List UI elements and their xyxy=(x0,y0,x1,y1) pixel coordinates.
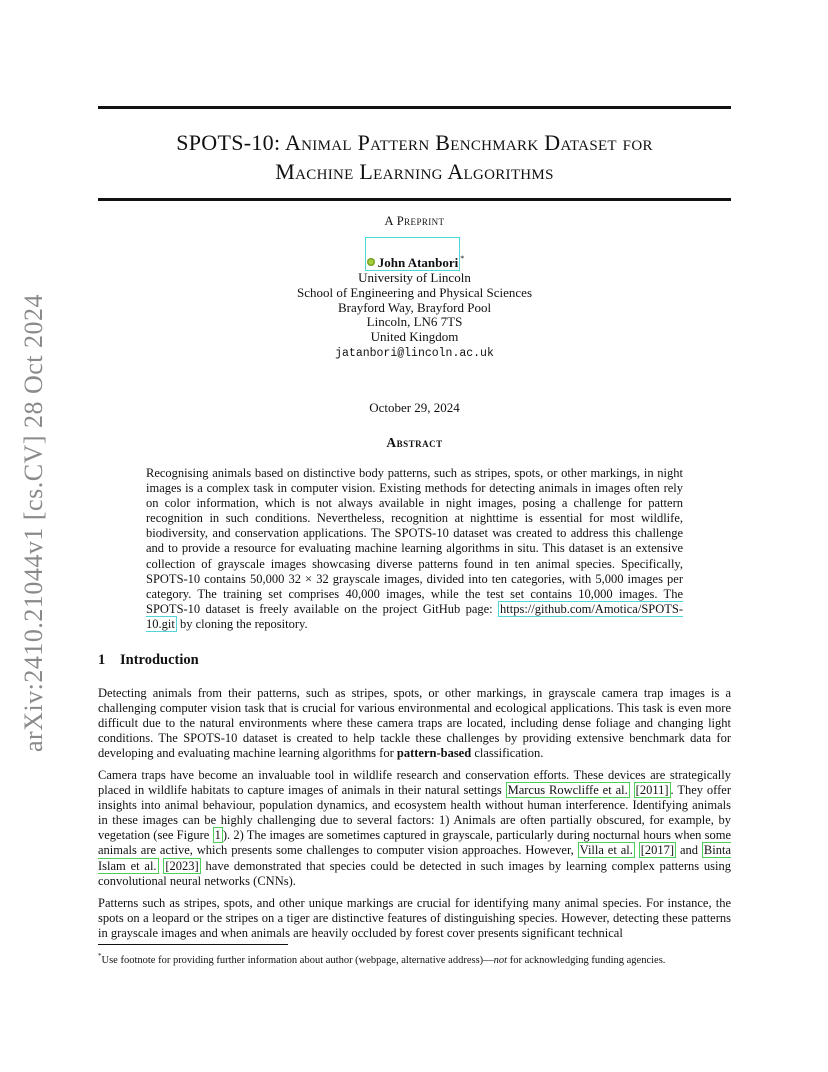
p2-text-a: Camera traps have become an invaluable tool in wildlife research and conservation efforts. These devices are strategically placed in wildlife habitats to capture images of animals in their natural settings xyxy=(98,768,731,798)
orcid-icon[interactable] xyxy=(367,258,375,266)
github-link[interactable]: https://github.com/Amotica/SPOTS-10.git xyxy=(146,601,684,631)
affiliation-line-2: School of Engineering and Physical Sciences xyxy=(296,284,533,300)
affiliation-line-1: University of Lincoln xyxy=(358,270,471,285)
section-title: Introduction xyxy=(120,652,199,668)
preprint-label: A Preprint xyxy=(384,214,445,228)
citation-rowcliffe-author[interactable]: Marcus Rowcliffe et al. xyxy=(507,783,628,798)
arxiv-id-text: arXiv:2410.21044v1 [cs.CV] 28 Oct 2024 xyxy=(19,293,48,753)
p2-text-d: and xyxy=(679,843,699,858)
section-number: 1 xyxy=(98,652,106,668)
p1-bold-term: pattern-based xyxy=(396,746,472,761)
citation-binta-islam-author[interactable]: Binta Islam et al. xyxy=(98,843,732,873)
abstract-text xyxy=(146,466,683,632)
abstract-body: Recognising animals based on distinctive body patterns, such as stripes, spots, or other markings, in night images is a complex task in computer vision. Existing methods for detecting animals in images often rely on color information, which is not always available in night images, posing a challenge for pattern recognition in such conditions. Nevertheless, recognition at nighttime is essential for most wildlife, biodiversity, and conservation applications. The SPOTS-10 dataset was created to address this challenge and to provide a resource for evaluating machine learning algorithms in situ. This dataset is an extensive collection of grayscale images showcasing diverse patterns found in ten animal species. Specifically, SPOTS-10 contains 50,000 32 × 32 grayscale images, divided into ten categories, with 5,000 images per category. The training set comprises 40,000 images, while the test set contains 10,000 images. The SPOTS-10 dataset is freely available on the project GitHub page: xyxy=(146,466,683,616)
abstract-heading: Abstract xyxy=(386,435,443,450)
author-name[interactable]: John Atanbori xyxy=(377,255,459,270)
p2-text-c: ). 2) The images are sometimes captured in grayscale, particularly during nocturnal hours when some animals are active, which presents some challenges to computer vision approaches. However, xyxy=(98,828,731,858)
p2-text-e: have demonstrated that species could be detected in such images by learning complex patterns using convolutional neural networks (CNNs). xyxy=(98,858,731,888)
section-heading-introduction xyxy=(98,652,199,669)
intro-paragraph-2 xyxy=(98,768,731,889)
intro-paragraph-3: Patterns such as stripes, spots, and other unique markings are crucial for identifying many animal species. For instance, the spots on a leopard or the stripes on a tiger are distinctive features of distinguishing species. However, detecting these patterns in grayscale images and when animals are heavily occluded by forest cover presents significant technical xyxy=(98,896,731,941)
author-block xyxy=(98,237,731,362)
affiliation-line-4: Lincoln, LN6 7TS xyxy=(366,314,463,330)
citation-binta-islam-year[interactable]: [2023] xyxy=(165,858,199,873)
affiliation-line-5: United Kingdom xyxy=(370,329,459,345)
footnote-divider xyxy=(98,944,288,945)
footnote-text-a: Use footnote for providing further information about author (webpage, alternative address)— xyxy=(101,955,494,966)
title-line-1: SPOTS-10: Animal Pattern Benchmark Dataset for xyxy=(176,130,653,155)
author-link-box[interactable] xyxy=(365,237,461,271)
footnote xyxy=(98,950,731,968)
author-email: jatanbori@lincoln.ac.uk xyxy=(335,346,494,360)
figure-1-reference[interactable]: 1 xyxy=(214,828,221,843)
intro-paragraph-1 xyxy=(98,686,731,761)
p1-text: Detecting animals from their patterns, such as stripes, spots, or other markings, in grayscale camera trap images is a challenging computer vision task that is crucial for various environmental and ecological applications. This task is even more difficult due to the natural environments where these camera traps are located, including dense foliage and changing light conditions. The SPOTS-10 dataset is created to help tackle these challenges by providing extensive benchmark data for developing and evaluating machine learning algorithms for xyxy=(98,686,731,761)
author-footnote-mark[interactable]: * xyxy=(460,254,465,263)
title-rule-top xyxy=(98,106,731,109)
citation-villa-year[interactable]: [2017] xyxy=(640,843,675,858)
footnote-mark: * xyxy=(98,952,102,960)
footnote-emphasis: not xyxy=(493,955,508,966)
citation-villa-author[interactable]: Villa et al. xyxy=(579,843,633,858)
title-line-2: Machine Learning Algorithms xyxy=(275,159,554,184)
title-rule-bottom xyxy=(98,198,731,201)
affiliation-line-3: Brayford Way, Brayford Pool xyxy=(337,299,492,315)
footnote-text-b: for acknowledging funding agencies. xyxy=(509,955,666,966)
paper-title xyxy=(98,128,731,186)
paper-date: October 29, 2024 xyxy=(369,400,460,415)
arxiv-side-stamp xyxy=(14,288,54,758)
p2-text-b: . They offer insights into animal behaviour, population dynamics, and ecosystem health without human interference. Identifying animals in these images can be highly challenging due to several factors: 1) Animals are often partially obscured, for example, by vegetation (see Figure xyxy=(98,783,731,843)
abstract-tail: by cloning the repository. xyxy=(179,616,308,631)
p1-text-end: classification. xyxy=(474,746,544,761)
citation-rowcliffe-year[interactable]: [2011] xyxy=(635,783,669,798)
